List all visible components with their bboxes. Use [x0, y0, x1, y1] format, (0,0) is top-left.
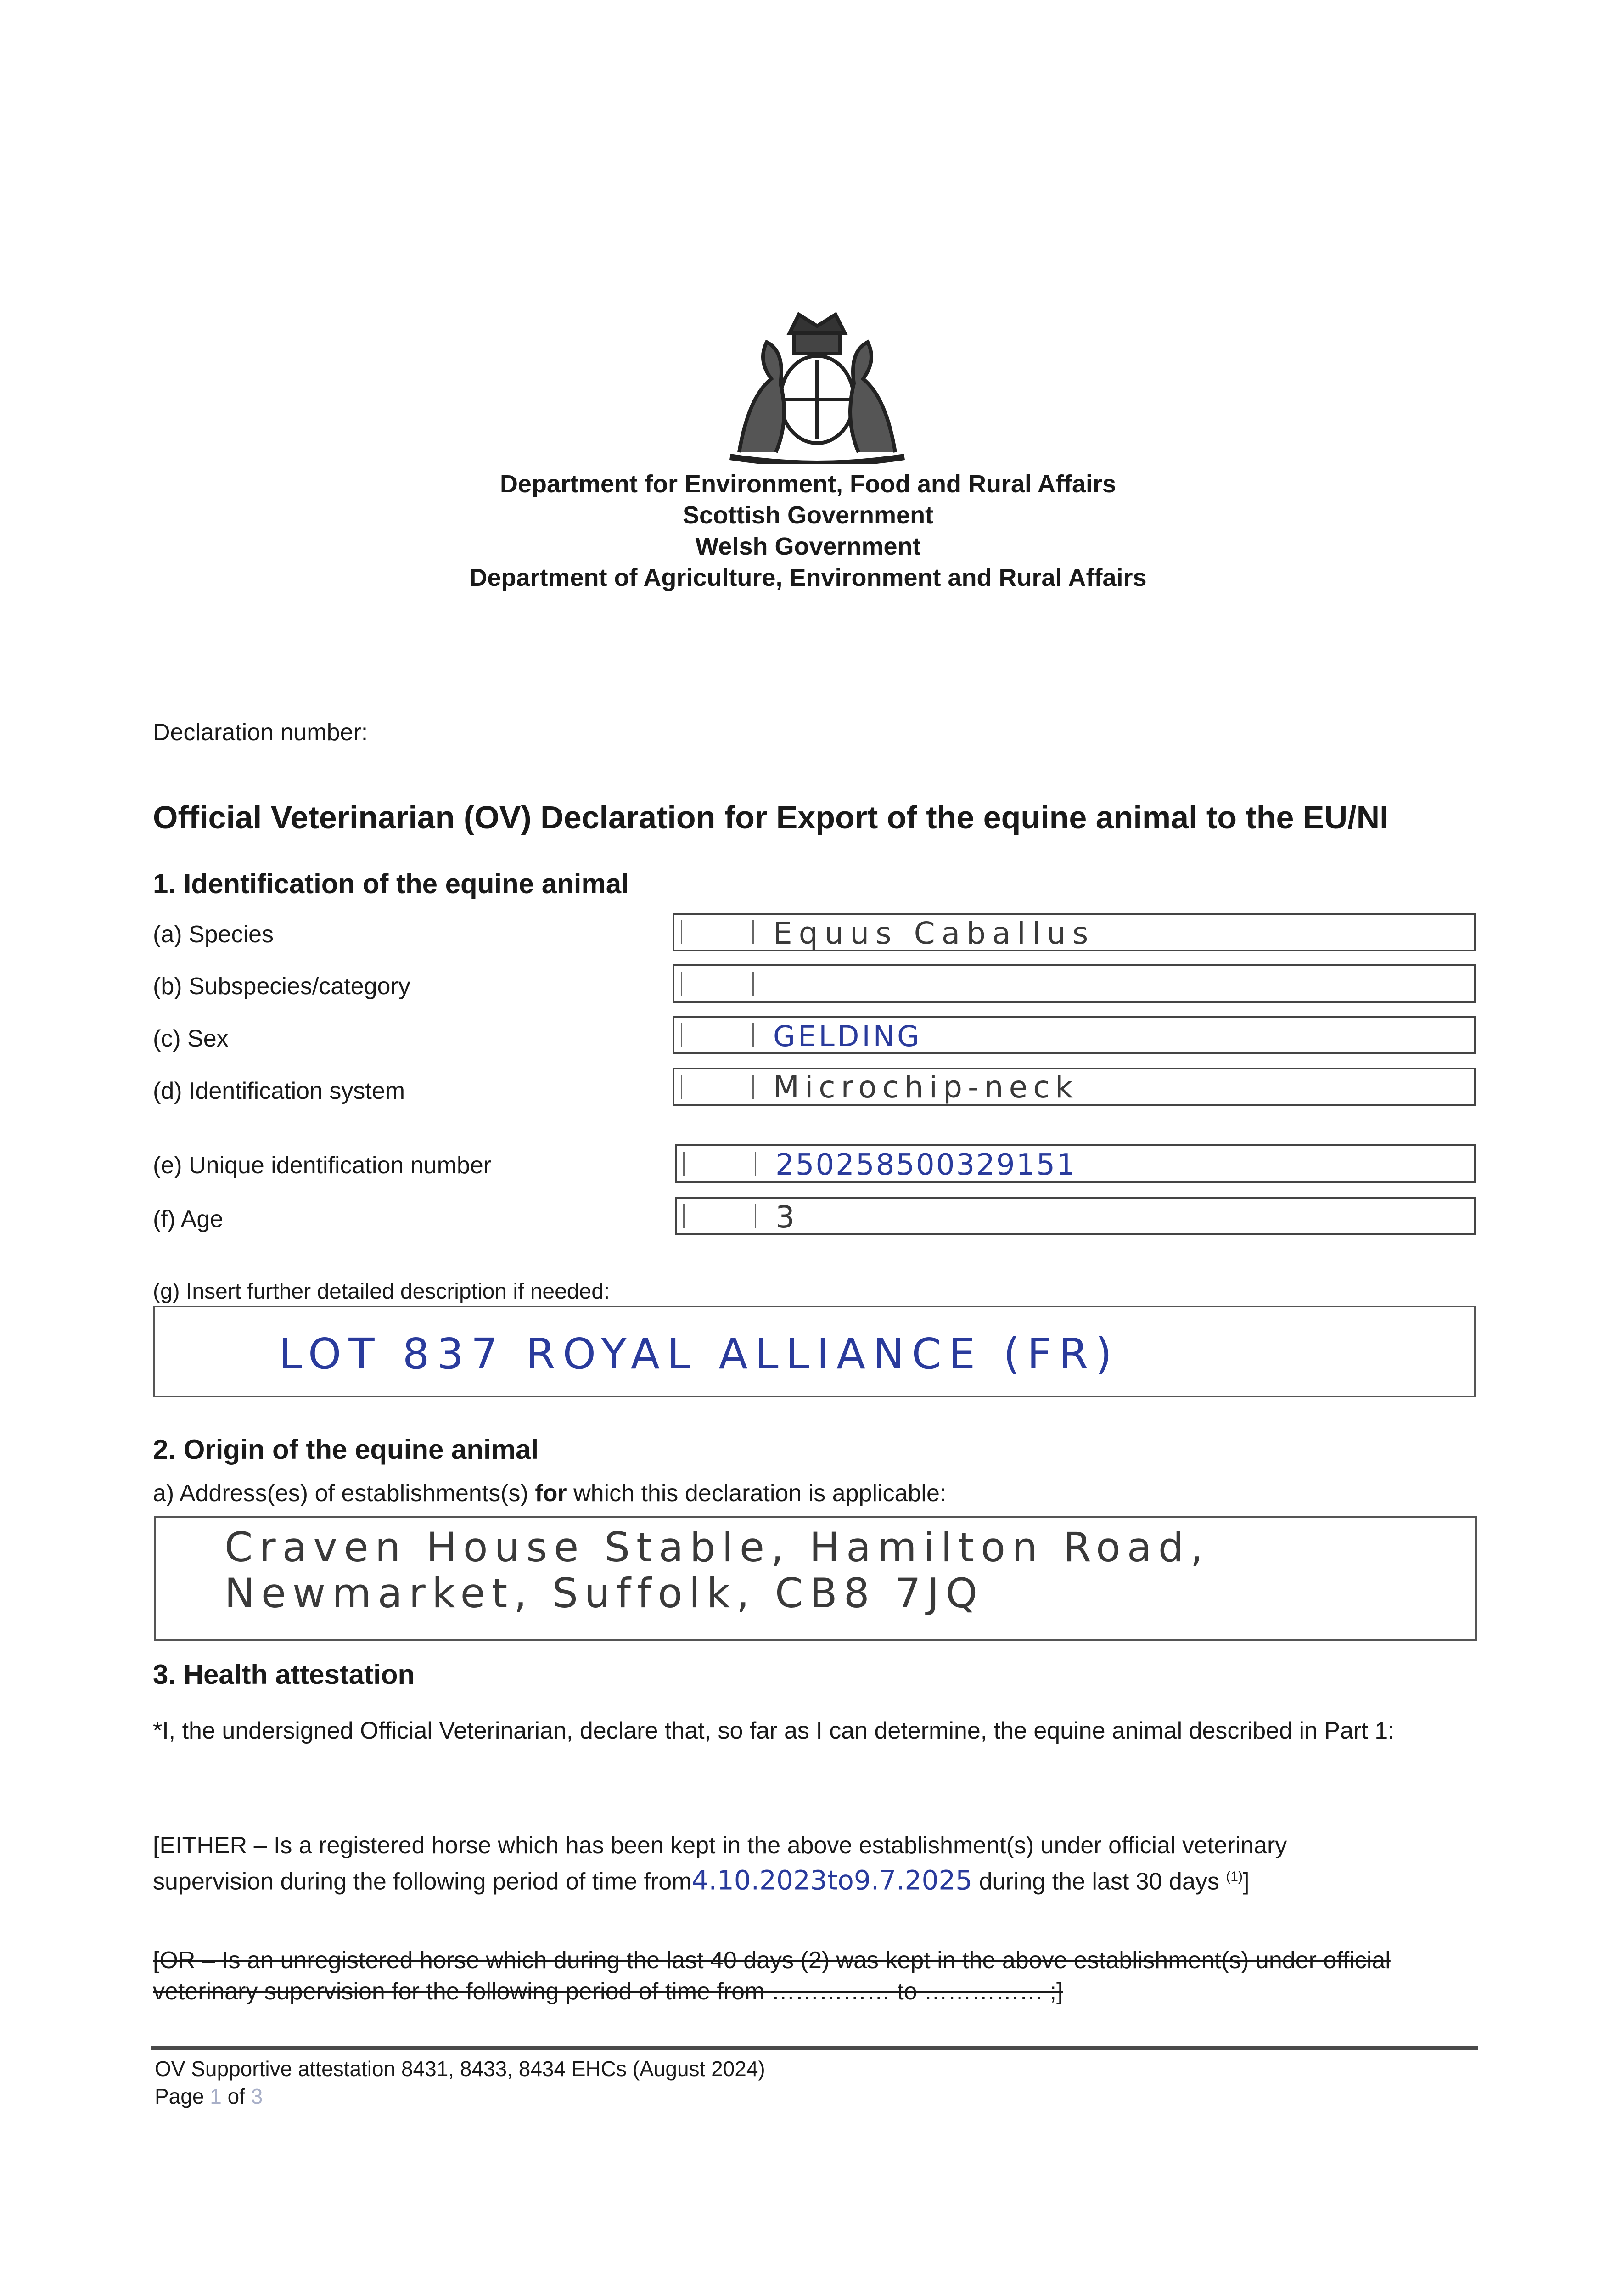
- either-clause-line: [153, 1861, 1477, 1897]
- address-label-bold: for: [535, 1480, 567, 1507]
- section-3-heading: 3. Health attestation: [153, 1659, 415, 1690]
- sex-value: GELDING: [773, 1019, 922, 1053]
- identification-system-field[interactable]: [673, 1068, 1476, 1106]
- or-clause-struck: [153, 1945, 1477, 2007]
- either-text: during the last 30 days: [972, 1868, 1226, 1895]
- department-name: Welsh Government: [695, 533, 921, 560]
- address-label-text: which this declaration is applicable:: [567, 1480, 947, 1507]
- footer: [155, 2055, 765, 2110]
- page-total: 3: [251, 2084, 263, 2108]
- unique-id-value: 250258500329151: [775, 1148, 1077, 1182]
- further-description-box[interactable]: [153, 1306, 1476, 1397]
- species-label: (a) Species: [153, 921, 274, 948]
- department-name: Department of Agriculture, Environment and Rural Affairs: [469, 564, 1147, 591]
- of-word: of: [221, 2084, 251, 2108]
- page-indicator: [155, 2082, 765, 2110]
- department-name: Department for Environment, Food and Rural Affairs: [499, 470, 1117, 498]
- sex-field[interactable]: [673, 1016, 1476, 1054]
- page-number: 1: [210, 2084, 222, 2108]
- page-title: Official Veterinarian (OV) Declaration for Export of the equine animal to the EU/NI: [153, 799, 1389, 835]
- page-word: Page: [155, 2084, 210, 2108]
- sex-label: (c) Sex: [153, 1025, 229, 1052]
- either-clause-line: [EITHER – Is a registered horse which has been kept in the above establishment(s) under official veterinary: [153, 1832, 1287, 1859]
- address-line-1: Craven House Stable, Hamilton Road,: [224, 1524, 1210, 1571]
- section-1-heading: 1. Identification of the equine animal: [153, 868, 629, 899]
- footer-attestation: OV Supportive attestation 8431, 8433, 8434 EHCs (August 2024): [155, 2057, 765, 2081]
- unique-id-label: (e) Unique identification number: [153, 1152, 492, 1179]
- footer-divider: [152, 2046, 1478, 2050]
- further-description-label: (g) Insert further detailed description if needed:: [153, 1279, 610, 1304]
- age-label: (f) Age: [153, 1206, 224, 1232]
- section-2-heading: 2. Origin of the equine animal: [153, 1434, 539, 1465]
- declaration-number-label: Declaration number:: [153, 719, 368, 746]
- age-value: 3: [775, 1199, 795, 1235]
- either-clause: [153, 1830, 1477, 1897]
- either-text: supervision during the following period of time from: [153, 1868, 692, 1895]
- footnote-marker: (1): [1226, 1869, 1243, 1884]
- either-from-date: 4.10.2023: [691, 1864, 827, 1896]
- either-text: ]: [1242, 1868, 1250, 1895]
- attestation-intro: *I, the undersigned Official Veterinarian, declare that, so far as I can determine, the equine animal described in Part 1:: [153, 1717, 1395, 1744]
- species-value: Equus Caballus: [773, 916, 1095, 951]
- subspecies-label: (b) Subspecies/category: [153, 973, 410, 1000]
- address-label-text: a) Address(es) of establishments(s): [153, 1480, 535, 1507]
- department-header: [349, 468, 1267, 593]
- species-field[interactable]: [673, 913, 1476, 951]
- subspecies-field[interactable]: [673, 964, 1476, 1003]
- unique-id-field[interactable]: [675, 1144, 1476, 1183]
- royal-coat-of-arms-icon: [721, 305, 914, 464]
- identification-system-value: Microchip-neck: [773, 1069, 1078, 1105]
- either-to-date: 9.7.2025: [853, 1864, 973, 1896]
- address-label: [153, 1480, 946, 1507]
- or-clause-line: [OR – Is an unregistered horse which during the last 40 days (2) was kept in the above establishment(s) under official: [153, 1947, 1391, 1974]
- address-box[interactable]: [154, 1516, 1477, 1641]
- age-field[interactable]: [675, 1197, 1476, 1235]
- department-name: Scottish Government: [682, 501, 934, 529]
- identification-system-label: (d) Identification system: [153, 1078, 405, 1104]
- address-line-2: Newmarket, Suffolk, CB8 7JQ: [224, 1570, 984, 1617]
- either-to-word: to: [827, 1864, 854, 1896]
- further-description-value: LOT 837 ROYAL ALLIANCE (FR): [279, 1329, 1120, 1379]
- or-clause-line: veterinary supervision for the following period of time from …………… to …………… ;]: [153, 1978, 1063, 2005]
